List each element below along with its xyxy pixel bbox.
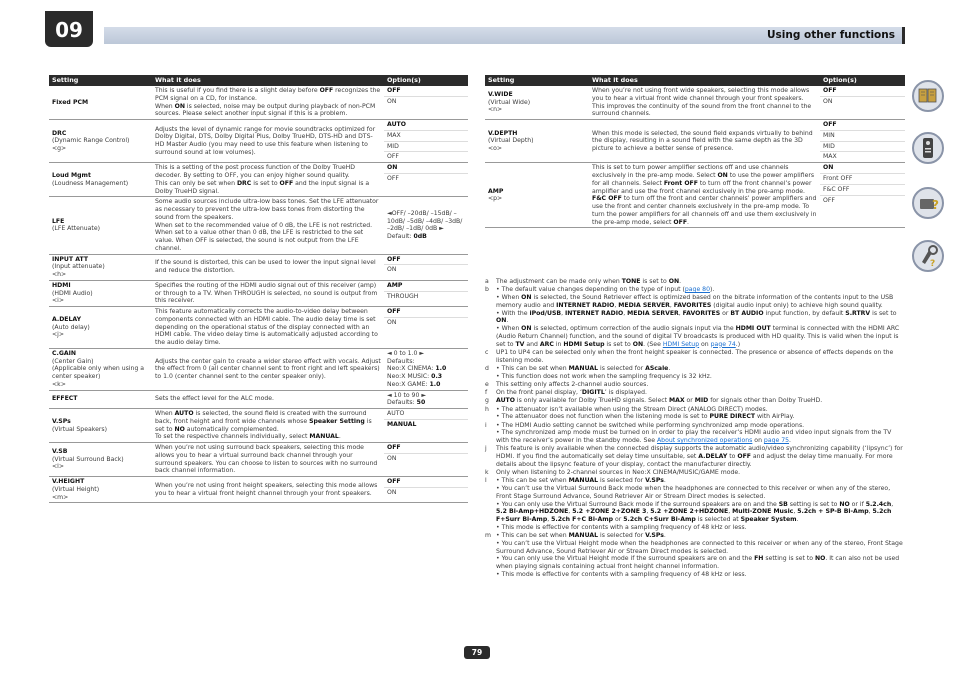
footnote-text: • This can be set when MANUAL is selected for V.SPs. • You can’t use the Virtual Height mode when the headphones are connected to this receiver or when any of the stereo, Front Stage Surround Advance, Sound Retriever Air or Stream Direct modes is selected. • You can only use the Virtual Height mode if the surround speakers are on and the FH setting is set to NO. It can also not be used when playing signals containing actual front height channel information. • This mode is effective for contents with a sampling frequency of 48 kHz or less. — [496, 532, 903, 578]
description-cell: This is set to turn power amplifier sections off and use channels exclusively in the pre-amp mode. Select ON to use the power amplifiers for all channels. Select Front OFF to turn off the front channel’s power amplifier and use the front channel exclusively in the pre-amp mode. F&C OFF to turn off the front and center channels’ power amplifiers and use the front and center channels exclusively in the pre-amp mode. To turn the power amplifiers for all channels off and use them exclusively in the pre-amp mode, select OFF. — [589, 163, 820, 228]
table-row — [485, 86, 905, 120]
col-options: Option(s) — [820, 75, 905, 86]
table-row — [49, 280, 468, 306]
question-icon[interactable] — [912, 187, 944, 219]
setting-subtitle: (Input attenuate) <h> — [52, 263, 105, 278]
options-cell — [384, 477, 468, 503]
setting-subtitle: (LFE Attenuate) — [52, 225, 100, 233]
options-cell — [820, 163, 905, 228]
option-value: ON — [387, 266, 397, 274]
col-options: Option(s) — [384, 75, 468, 86]
footnote-text: AUTO is only available for Dolby TrueHD signals. Select MAX or MID for signals other than Dolby TrueHD. — [496, 397, 823, 405]
setting-cell — [49, 280, 152, 306]
setting-cell — [485, 86, 589, 120]
footnote-letter: l — [485, 477, 487, 485]
option-value: ON — [823, 97, 833, 105]
setting-cell — [49, 307, 152, 349]
footnote-letter: c — [485, 348, 489, 356]
option-value: ON — [387, 488, 397, 496]
setting-name: Fixed PCM — [52, 98, 89, 106]
option-value: MAX — [823, 153, 837, 161]
option-value: OFF — [384, 477, 468, 488]
troubleshooting-icon[interactable] — [912, 240, 944, 272]
option-value: OFF — [823, 196, 835, 204]
description-cell: Sets the effect level for the ALC mode. — [152, 390, 384, 409]
footnote-text: • The default value changes depending on the type of input (page 80). • When ON is selected, the Sound Retriever effect is optimized based on the bitrate information of the contents input to the USB memory audio and INTERNET RADIO, MEDIA SERVER, FAVORITES (digital audio input only) to achieve high sound quality. • With the iPod/USB, INTERNET RADIO, MEDIA SERVER, FAVORITES or BT AUDIO input function, by default S.RTRV is set to ON. • When ON is selected, optimum correction of the audio signals input via the HDMI OUT terminal is connected with the HDMI ARC (Audio Return Channel) function, and the sound of digital TV broadcasts is produced with HD quality. This is valid when the input is set to TV and ARC in HDMI Setup is set to ON. (See HDMI Setup on page 74.) — [496, 286, 900, 348]
footnote-letter: k — [485, 469, 489, 476]
option-value: OFF — [387, 175, 399, 183]
description-cell: When you’re not using surround back speakers, selecting this mode allows you to hear a virtual surround back channel through your surround speakers. You can choose to listen to sources with no surround back channel information. — [152, 443, 384, 477]
option-value: ON — [384, 163, 468, 174]
footnote-text: • This can be set when MANUAL is selected for AScale. • This function does not work when the sampling frequency is 32 kHz. — [496, 364, 712, 380]
footnote-text: On the front panel display, ‘DIGITL’ is displayed. — [496, 389, 647, 396]
table-row — [49, 197, 468, 254]
option-value: MIN — [820, 131, 905, 142]
options-cell — [384, 120, 468, 163]
settings-table-right — [485, 75, 905, 228]
options-cell — [384, 86, 468, 120]
option-value: MAX — [384, 131, 468, 142]
setting-subtitle: (Virtual Wide) <n> — [488, 98, 531, 114]
options-cell — [384, 280, 468, 306]
setting-name: V.SB — [52, 447, 68, 455]
setting-subtitle: (Loudness Management) — [52, 179, 129, 187]
footnote-letter: f — [485, 389, 488, 396]
option-value: ON — [387, 97, 397, 105]
footnote-text: • The attenuator isn’t available when using the Stream Direct (ANALOG DIRECT) modes. • The attenuator does not function when the listening mode is set to PURE DIRECT with AirPlay. — [496, 405, 795, 421]
col-setting: Setting — [49, 75, 152, 86]
footnote-text: This feature is only available when the connected display supports the automatic audio/video synchronizing capability (‘lipsync’) for HDMI. If you find the automatically set delay time unsuitable, set A.DELAY to OFF and adjust the delay time manually. For more details about the lipsync feature of your display, contact the manufacturer directly. — [496, 445, 903, 468]
setting-cell — [49, 163, 152, 197]
svg-text:?: ? — [930, 259, 936, 269]
footnote-letter: d — [485, 364, 489, 372]
setting-cell — [49, 443, 152, 477]
footnote — [485, 422, 905, 445]
option-value: ON — [387, 454, 397, 462]
page-link[interactable]: page 75 — [763, 437, 790, 444]
setting-subtitle: (Virtual Speakers) — [52, 425, 107, 433]
table-row — [49, 390, 468, 409]
description-cell: This is a setting of the post process function of the Dolby TrueHD decoder. By setting to OFF, you can enjoy higher sound quality. This can only be set when DRC is set to OFF and the input signal is a Dolby TrueHD signal. — [152, 163, 384, 197]
footnote — [485, 477, 905, 531]
footnote — [485, 532, 905, 579]
col-what: What it does — [589, 75, 820, 86]
footnote-letter: a — [485, 278, 489, 285]
table-row — [49, 163, 468, 197]
footnote — [485, 365, 905, 381]
options-cell — [384, 409, 468, 443]
table-row — [49, 443, 468, 477]
setting-name: C.GAIN — [52, 349, 77, 357]
setting-name: INPUT ATT — [52, 255, 89, 263]
table-row — [49, 477, 468, 503]
footnote — [485, 469, 905, 477]
footnote-text: This setting only affects 2-channel audio sources. — [496, 380, 649, 388]
footnote-letter: i — [485, 421, 487, 429]
option-value: AMP — [384, 281, 468, 292]
table-row — [485, 120, 905, 163]
page-link[interactable]: HDMI Setup — [662, 340, 700, 348]
setting-cell — [485, 120, 589, 163]
options-cell — [384, 307, 468, 349]
option-value: OFF — [384, 86, 468, 97]
footnote — [485, 286, 905, 348]
options-cell — [384, 163, 468, 197]
option-value: THROUGH — [387, 292, 419, 300]
options-cell — [820, 120, 905, 163]
table-row — [49, 254, 468, 280]
setting-cell — [49, 86, 152, 120]
setting-name: V.HEIGHT — [52, 478, 85, 485]
setting-subtitle: (HDMI Audio) <i> — [52, 289, 93, 305]
setting-subtitle: (Virtual Surround Back) <l> — [52, 455, 124, 471]
description-cell: Adjusts the level of dynamic range for movie soundtracks optimized for Dolby Digital, DTS, Dolby Digital Plus, Dolby TrueHD, DTS-HD and DTS-HD Master Audio (you may need to use this feature when listening to surround sound at low volumes). — [152, 120, 384, 163]
setting-name: A.DELAY — [52, 315, 82, 323]
setting-cell — [49, 197, 152, 254]
header-bar — [104, 27, 905, 44]
setting-cell — [49, 409, 152, 443]
options-cell: ◄OFF/ –20dB/ –15dB/ –10dB/ –5dB/ –4dB/ –3dB/ –2dB/ –1dB/ 0dB ► Default: 0dB — [384, 197, 468, 254]
description-cell: When this mode is selected, the sound field expands virtually to behind the display, resulting in a sound field with the same depth as the 3D picture to achieve a better sense of presence. — [589, 120, 820, 163]
remote-control-icon[interactable] — [912, 132, 944, 164]
option-value: OFF — [384, 443, 468, 454]
page-link[interactable]: page 74 — [710, 340, 736, 348]
option-value: F&C OFF — [820, 185, 905, 196]
description-cell: When you’re not using front wide speakers, selecting this mode allows you to hear a virtual front wide channel through your front speakers. This improves the continuity of the sound from the front channel to the surround channels. — [589, 86, 820, 120]
description-cell: This is useful if you find there is a slight delay before OFF recognizes the PCM signal on a CD, for instance. When ON is selected, noise may be output during playback of non-PCM sources. Please select another input signal if this is a problem. — [152, 86, 384, 120]
footnote-letter: e — [485, 380, 489, 388]
setting-subtitle: (Virtual Depth) <o> — [488, 137, 534, 152]
table-row — [485, 163, 905, 228]
setting-name: EFFECT — [52, 395, 78, 403]
setting-subtitle: <p> — [488, 195, 503, 203]
description-cell: Adjusts the center gain to create a wider stereo effect with vocals. Adjust the effect from 0 (all center channel sent to front right and left speakers) to 1.0 (center channel sent to the center speaker only). — [152, 348, 384, 390]
footnote-text: The adjustment can be made only when TONE is set to ON. — [496, 278, 682, 285]
setting-cell — [49, 254, 152, 280]
setting-cell — [49, 348, 152, 390]
options-cell — [384, 254, 468, 280]
description-cell: This feature automatically corrects the audio-to-video delay between components connected with an HDMI cable. The audio delay time is set depending on the operational status of the display connected with an HDMI cable. The video delay time is automatically adjusted according to the audio delay time. — [152, 307, 384, 349]
description-cell: When you’re not using front height speakers, selecting this mode allows you to hear a virtual front height channel through your front speakers. — [152, 477, 384, 503]
description-cell: When AUTO is selected, the sound field is created with the surround back, front height and front wide channels whose Speaker Setting is set to NO automatically complemented. To set the respective channels individually, select MANUAL. — [152, 409, 384, 443]
setting-name: DRC — [52, 129, 67, 137]
footnote — [485, 381, 905, 389]
setting-name: AMP — [488, 187, 504, 195]
footnote — [485, 278, 905, 286]
footnote-text: Only when listening to 2-channel sources in Neo:X CINEMA/MUSIC/GAME mode. — [496, 469, 741, 476]
section-title: Using other functions — [767, 29, 895, 41]
table-row — [49, 409, 468, 443]
settings-table-left — [49, 75, 468, 503]
table-row — [49, 120, 468, 163]
page-number: 79 — [464, 646, 490, 659]
footnote — [485, 445, 905, 468]
footnote-text: • This can be set when MANUAL is selected for V.SPs. • You can’t use the Virtual Surround Back mode when the headphones are connected to this receiver or when any of the stereo, Front Stage Surround Advance, Sound Retriever Air or Stream Direct modes is selected. • You can only use the Virtual Surround Back mode if the surround speakers are on and the SB setting is set to NO or if 5.2.4ch, 5.2 Bi-Amp+HDZONE, 5.2 +ZONE 2+ZONE 3, 5.2 +ZONE 2+HDZONE, Multi-ZONE Music, 5.2ch + SP-B Bi-Amp, 5.2ch F+Surr Bi-Amp, 5.2ch F+C Bi-Amp or 5.2ch C+Surr Bi-Amp is selected at Speaker System. • This mode is effective for contents with a sampling frequency of 48 kHz or less. — [496, 477, 894, 531]
footnote-letter: h — [485, 405, 489, 413]
option-value: Front OFF — [820, 174, 905, 185]
options-cell: ◄ 10 to 90 ► Defaults: 50 — [384, 390, 468, 409]
setting-name: Loud Mgmt — [52, 172, 91, 179]
setting-name: HDMI — [52, 281, 71, 289]
options-cell — [820, 86, 905, 120]
option-value: ON — [820, 163, 905, 174]
footnote — [485, 406, 905, 422]
footnote — [485, 397, 905, 405]
options-cell: ◄ 0 to 1.0 ► Defaults: Neo:X CINEMA: 1.0 Neo:X MUSIC: 0.3 Neo:X GAME: 1.0 — [384, 348, 468, 390]
footnote — [485, 349, 905, 365]
description-cell: Some audio sources include ultra-low bass tones. Set the LFE attenuator as necessary to prevent the ultra-low bass tones from distorting the sound from the speakers. When set to the recommended value of 0 dB, the LFE is not restricted. When set to a value other than 0 dB, the LFE is restricted to the set value. When OFF is selected, the sound is not output from the LFE channel. — [152, 197, 384, 254]
option-value: OFF — [384, 307, 468, 318]
setting-subtitle: (Center Gain) (Applicable only when using a center speaker) <k> — [52, 357, 145, 388]
page-link[interactable]: page 80 — [684, 286, 710, 294]
option-value: AUTO — [384, 120, 468, 131]
setting-name: V.DEPTH — [488, 129, 518, 137]
page-link[interactable]: About synchronized operations — [656, 437, 753, 444]
setting-cell — [49, 120, 152, 163]
table-row — [49, 307, 468, 349]
option-value: AUTO — [384, 409, 468, 420]
col-what: What it does — [152, 75, 384, 86]
description-cell: Specifies the routing of the HDMI audio signal out of this receiver (amp) or through to a TV. When THROUGH is selected, no sound is output from this receiver. — [152, 280, 384, 306]
footnote-letter: b — [485, 286, 489, 294]
footnote-text: UP1 to UP4 can be selected only when the front height speaker is connected. The presence or absence of effects depends on the listening mode. — [496, 348, 894, 364]
description-cell: If the sound is distorted, this can be used to lower the input signal level and reduce the distortion. — [152, 254, 384, 280]
footnotes — [485, 278, 905, 579]
option-value: OFF — [384, 255, 468, 266]
option-value: OFF — [820, 86, 905, 97]
option-value: OFF — [387, 153, 399, 161]
book-icon[interactable] — [912, 80, 944, 112]
setting-cell — [49, 390, 152, 409]
footnote-letter: g — [485, 397, 489, 405]
footnote — [485, 389, 905, 397]
chapter-number: 09 — [45, 11, 93, 47]
col-setting: Setting — [485, 75, 589, 86]
option-value: MID — [820, 142, 905, 153]
table-row — [49, 86, 468, 120]
footnote-text: • The HDMI Audio setting cannot be switched while performing synchronized amp mode operations. • The synchronized amp mode must be turned on in order to play the receiver’s HDMI audio and video input signals from the TV with the receiver’s power in the standby mode. See About synchronized operations on page 75. — [496, 421, 892, 444]
setting-subtitle: (Auto delay) <j> — [52, 323, 90, 339]
option-value: OFF — [820, 120, 905, 131]
setting-subtitle: (Virtual Height) <m> — [52, 485, 100, 501]
setting-name: V.WIDE — [488, 90, 513, 98]
setting-subtitle: (Dynamic Range Control) <g> — [52, 137, 130, 152]
option-value: ON — [387, 318, 397, 326]
setting-name: LFE — [52, 217, 65, 225]
option-value: MANUAL — [387, 420, 417, 428]
option-value: MID — [384, 142, 468, 153]
setting-name: V.SPs — [52, 417, 71, 425]
footnote-letter: m — [485, 532, 491, 539]
setting-cell — [485, 163, 589, 228]
footnote-letter: j — [485, 445, 487, 453]
setting-cell — [49, 477, 152, 503]
table-row — [49, 348, 468, 390]
options-cell — [384, 443, 468, 477]
svg-text:?: ? — [932, 198, 939, 212]
